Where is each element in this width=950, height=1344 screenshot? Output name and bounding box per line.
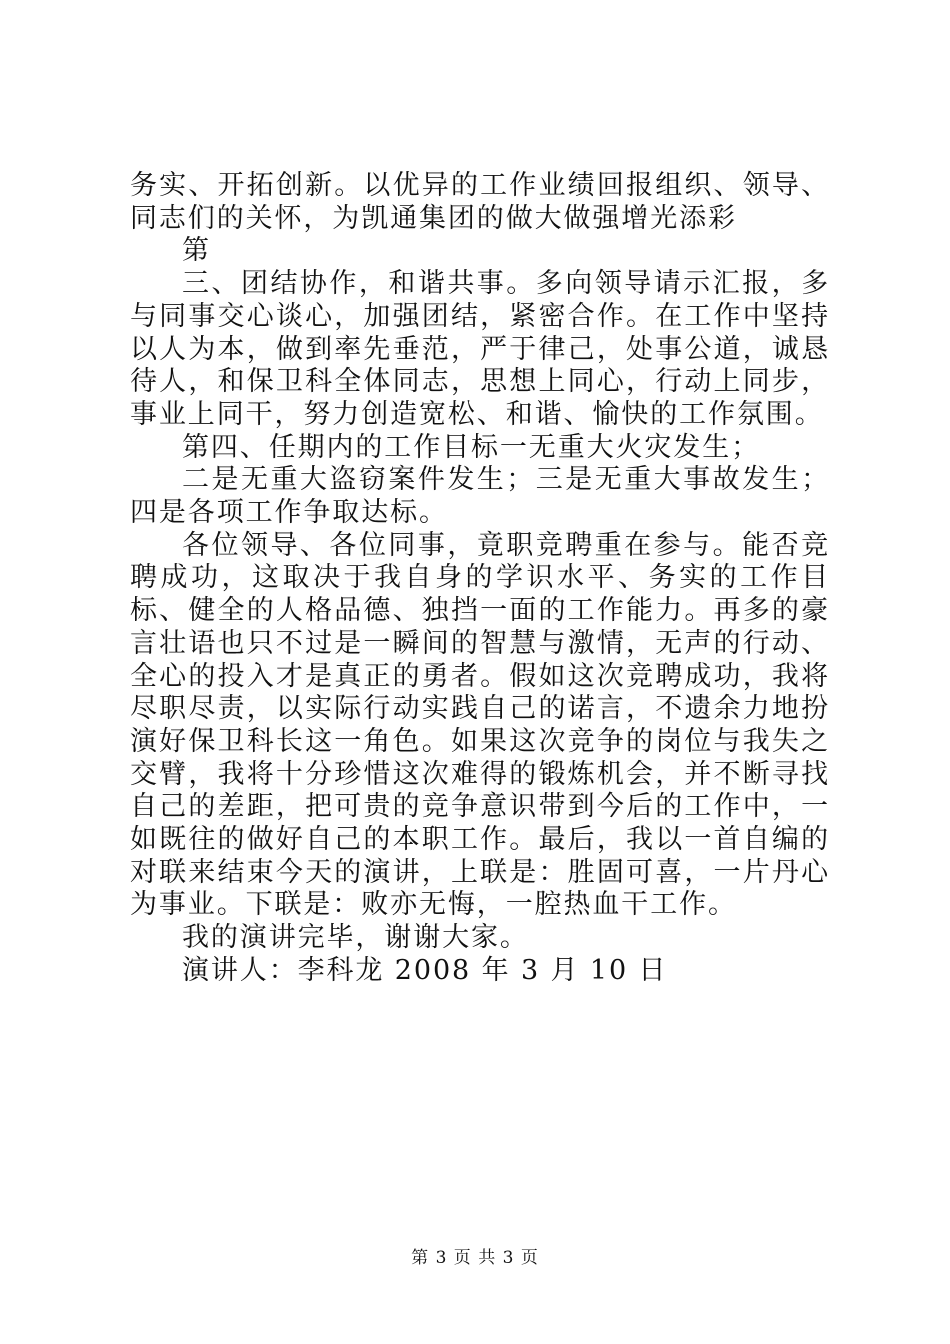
- paragraph-goals-heading: 第四、任期内的工作目标一无重大火灾发生；: [182, 431, 760, 463]
- document-body: [130, 170, 830, 988]
- paragraph-closing-remarks: 各位领导、各位同事，竟职竞聘重在参与。能否竞聘成功，这取决于我自身的学识水平、务实的工作目标、健全的人格品德、独挡一面的工作能力。再多的豪言壮语也只不过是一瞬间的智慧与激情，无声的行动、全心的投入才是真正的勇者。假如这次竞聘成功，我将尽职尽责，以实际行动实践自己的诺言，不遗余力地扮演好保卫科长这一角色。如果这次竞争的岗位与我失之交臂，我将十分珍惜这次难得的锻炼机会，并不断寻找自己的差距，把可贵的竞争意识带到今后的工作中，一如既往的做好自己的本职工作。最后，我以一首自编的对联来结束今天的演讲，上联是：胜固可喜，一片丹心为事业。下联是：败亦无悔，一腔热血干工作。: [130, 529, 830, 921]
- paragraph-goals-list: 二是无重大盗窃案件发生；三是无重大事故发生；四是各项工作争取达标。: [130, 464, 830, 529]
- page-number-footer: 第 3 页 共 3 页: [411, 1248, 539, 1268]
- paragraph-fragment: 第: [182, 235, 211, 267]
- paragraph-signature: 演讲人：李科龙 2008 年 3 月 10 日: [182, 954, 668, 986]
- paragraph-continuation: 务实、开拓创新。以优异的工作业绩回报组织、领导、同志们的关怀，为凯通集团的做大做强增光添彩: [130, 170, 830, 234]
- paragraph-thanks: 我的演讲完毕，谢谢大家。: [182, 922, 529, 954]
- paragraph-teamwork: 三、团结协作，和谐共事。多向领导请示汇报，多与同事交心谈心，加强团结，紧密合作。在工作中坚持以人为本，做到率先垂范，严于律己，处事公道，诚恳待人，和保卫科全体同志，思想上同心，行动上同步，事业上同干，努力创造宽松、和谐、愉快的工作氛围。: [130, 268, 830, 430]
